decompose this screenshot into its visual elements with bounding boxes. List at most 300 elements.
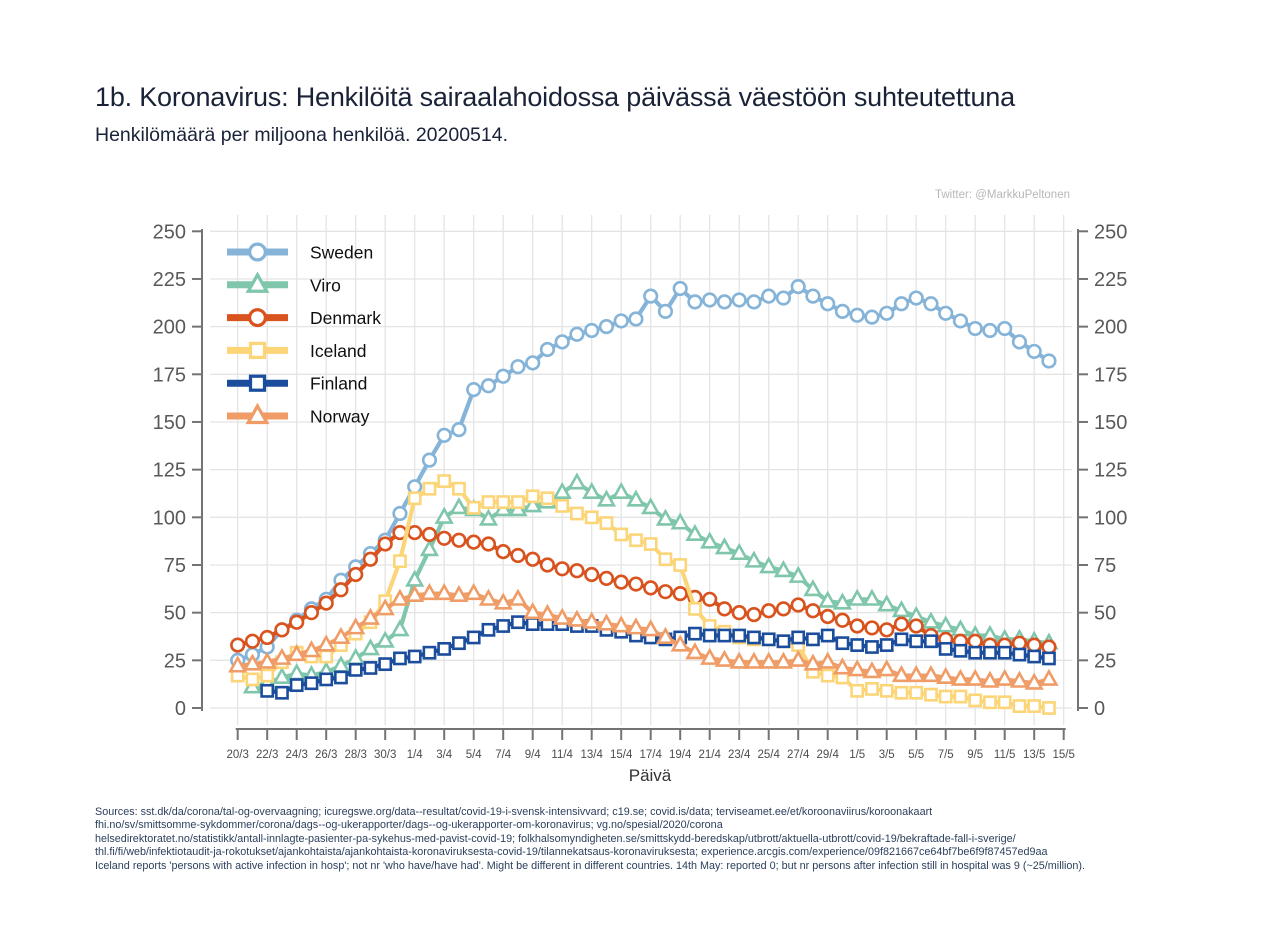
square-marker	[1043, 702, 1054, 713]
triangle-marker	[629, 492, 644, 505]
circle-marker	[644, 582, 657, 595]
circle-marker	[910, 292, 923, 305]
y-tick-label: 75	[163, 554, 186, 577]
square-marker	[557, 500, 568, 511]
circle-marker	[408, 481, 421, 494]
circle-marker	[438, 532, 451, 545]
circle-marker	[630, 578, 643, 591]
circle-marker	[467, 383, 480, 396]
x-tick-label: 5/5	[908, 749, 925, 761]
circle-marker	[585, 568, 598, 581]
circle-marker	[615, 576, 628, 589]
square-marker	[852, 685, 863, 696]
circle-marker	[718, 603, 731, 616]
legend-item-norway	[227, 406, 370, 427]
square-marker	[468, 632, 479, 643]
square-marker	[881, 639, 892, 650]
square-marker	[453, 483, 464, 494]
square-marker	[763, 634, 774, 645]
triangle-marker	[260, 654, 275, 667]
square-marker	[719, 630, 730, 641]
square-marker	[940, 691, 951, 702]
circle-marker	[807, 604, 820, 617]
circle-marker	[276, 624, 289, 637]
source-line: thl.fi/fi/web/infektiotaudit-ja-rokotukset/ajankohtaista/ajankohtaista-koronaviruksesta-covid-19/tilannekatsaus-koronaviruksesta; experience.arcgis.com/experience/09f821667ce64bf7be6f9f87457ed9aa	[95, 846, 1048, 859]
triangle-marker	[997, 671, 1012, 684]
square-marker	[645, 538, 656, 549]
triangle-marker	[540, 607, 555, 620]
legend-label: Viro	[310, 275, 341, 296]
circle-marker	[777, 292, 790, 305]
circle-marker	[453, 534, 466, 547]
triangle-marker	[584, 614, 599, 627]
triangle-marker	[747, 553, 762, 566]
x-tick-label: 15/5	[1052, 749, 1075, 761]
circle-marker	[250, 244, 266, 260]
triangle-marker	[938, 669, 953, 682]
square-marker	[866, 641, 877, 652]
triangle-marker	[1027, 675, 1042, 688]
square-marker	[999, 697, 1010, 708]
circle-marker	[703, 294, 716, 307]
legend-label: Norway	[310, 406, 370, 427]
square-marker	[424, 647, 435, 658]
square-marker	[970, 695, 981, 706]
square-marker	[276, 687, 287, 698]
y-tick-label: 250	[1094, 221, 1128, 244]
triangle-marker	[570, 612, 585, 625]
circle-marker	[925, 297, 938, 310]
circle-marker	[748, 608, 761, 621]
square-marker	[409, 651, 420, 662]
circle-marker	[674, 587, 687, 600]
circle-marker	[880, 307, 893, 320]
triangle-marker	[894, 668, 909, 681]
square-marker	[394, 653, 405, 664]
triangle-marker	[393, 622, 408, 635]
circle-marker	[482, 379, 495, 392]
circle-marker	[290, 616, 303, 629]
circle-marker	[349, 568, 362, 581]
circle-marker	[438, 429, 451, 442]
source-line: Iceland reports 'persons with active infection in hosp'; not nr 'who have/have had'. Might be different in different countries. 14th May: reported 0; but nr persons after infection still in hospital was 9 (~25/million).	[95, 859, 1086, 872]
square-marker	[262, 685, 273, 696]
circle-marker	[836, 614, 849, 627]
y-tick-label: 150	[152, 411, 186, 434]
triangle-marker	[304, 643, 319, 656]
triangle-marker	[732, 546, 747, 559]
circle-marker	[895, 618, 908, 631]
x-tick-label: 5/4	[465, 749, 482, 761]
circle-marker	[261, 631, 274, 644]
legend-label: Finland	[310, 373, 368, 394]
x-tick-label: 15/4	[610, 749, 633, 761]
square-marker	[940, 643, 951, 654]
triangle-marker	[968, 671, 983, 684]
square-marker	[778, 636, 789, 647]
square-marker	[321, 651, 332, 662]
square-marker	[247, 674, 258, 685]
circle-marker	[250, 310, 266, 326]
triangle-marker	[584, 485, 599, 498]
circle-marker	[526, 357, 539, 370]
y-tick-label: 50	[163, 602, 186, 625]
triangle-marker	[289, 666, 304, 679]
circle-marker	[526, 553, 539, 566]
square-marker	[424, 483, 435, 494]
triangle-marker	[422, 542, 437, 555]
circle-marker	[512, 360, 525, 373]
square-marker	[601, 517, 612, 528]
circle-marker	[556, 563, 569, 576]
x-tick-label: 1/4	[406, 749, 423, 761]
x-tick-label: 11/4	[551, 749, 573, 761]
square-marker	[984, 647, 995, 658]
x-tick-label: 13/4	[580, 749, 603, 761]
circle-marker	[571, 564, 584, 577]
x-tick-label: 19/4	[669, 749, 692, 761]
triangle-marker	[437, 509, 452, 522]
triangle-marker	[938, 618, 953, 631]
twitter-credit: Twitter: @MarkkuPeltonen	[934, 189, 1070, 201]
y-tick-label: 25	[163, 650, 186, 673]
square-marker	[542, 493, 553, 504]
x-tick-label: 27/4	[787, 749, 810, 761]
circle-marker	[1043, 355, 1056, 368]
triangle-marker	[452, 500, 467, 513]
circle-marker	[777, 603, 790, 616]
circle-marker	[1013, 336, 1026, 349]
page-subtitle: Henkilömäärä per miljoona henkilöä. 20200514.	[95, 124, 509, 146]
square-marker	[704, 630, 715, 641]
circle-marker	[541, 559, 554, 572]
legend-label: Denmark	[310, 308, 381, 329]
triangle-marker	[629, 620, 644, 633]
circle-marker	[600, 572, 613, 585]
square-marker	[660, 554, 671, 565]
circle-marker	[364, 553, 377, 566]
x-tick-label: 23/4	[728, 749, 751, 761]
circle-marker	[748, 296, 761, 309]
x-tick-label: 29/4	[816, 749, 839, 761]
circle-marker	[718, 296, 731, 309]
circle-marker	[762, 290, 775, 303]
square-marker	[291, 680, 302, 691]
square-marker	[822, 630, 833, 641]
circle-marker	[821, 297, 834, 310]
triangle-marker	[732, 654, 747, 667]
x-tick-label: 3/4	[436, 749, 453, 761]
y-tick-label: 75	[1094, 554, 1117, 577]
y-axis-left	[153, 221, 202, 720]
x-tick-label: 3/5	[878, 749, 895, 761]
circle-marker	[482, 538, 495, 551]
legend-label: Sweden	[310, 242, 374, 263]
circle-marker	[880, 624, 893, 637]
circle-marker	[423, 454, 436, 467]
x-axis-title: Päivä	[628, 766, 672, 785]
x-tick-label: 7/5	[937, 749, 954, 761]
x-tick-label: 20/3	[226, 749, 249, 761]
square-marker	[807, 634, 818, 645]
triangle-marker	[348, 650, 363, 663]
triangle-marker	[248, 275, 267, 292]
square-marker	[251, 343, 265, 357]
circle-marker	[659, 585, 672, 598]
triangle-marker	[437, 586, 452, 599]
triangle-marker	[481, 591, 496, 604]
triangle-marker	[894, 603, 909, 616]
triangle-marker	[865, 591, 880, 604]
square-marker	[689, 628, 700, 639]
page-title: 1b. Koronavirus: Henkilöitä sairaalahoidossa päivässä väestöön suhteutettuna	[95, 82, 1015, 112]
y-tick-label: 200	[152, 316, 186, 339]
triangle-marker	[614, 618, 629, 631]
legend-label: Iceland	[310, 340, 367, 361]
triangle-marker	[850, 662, 865, 675]
circle-marker	[733, 606, 746, 619]
circle-marker	[600, 320, 613, 333]
circle-marker	[1028, 345, 1041, 358]
y-tick-label: 100	[152, 507, 186, 530]
triangle-marker	[717, 652, 732, 665]
x-axis	[227, 729, 1075, 785]
square-marker	[483, 496, 494, 507]
triangle-marker	[570, 475, 585, 488]
y-tick-label: 100	[1094, 507, 1128, 530]
triangle-marker	[481, 511, 496, 524]
y-tick-label: 150	[1094, 411, 1128, 434]
triangle-marker	[334, 629, 349, 642]
circle-marker	[630, 313, 643, 326]
x-tick-label: 28/3	[344, 749, 367, 761]
triangle-marker	[953, 671, 968, 684]
y-tick-label: 200	[1094, 316, 1128, 339]
circle-marker	[497, 370, 510, 383]
triangle-marker	[614, 485, 629, 498]
square-marker	[1029, 700, 1040, 711]
triangle-marker	[422, 586, 437, 599]
square-marker	[955, 645, 966, 656]
triangle-marker	[452, 587, 467, 600]
triangle-marker	[761, 654, 776, 667]
square-marker	[409, 493, 420, 504]
circle-marker	[394, 507, 407, 520]
square-marker	[852, 639, 863, 650]
circle-marker	[703, 593, 716, 606]
circle-marker	[836, 305, 849, 318]
circle-marker	[556, 336, 569, 349]
circle-marker	[733, 294, 746, 307]
triangle-marker	[658, 629, 673, 642]
triangle-marker	[791, 568, 806, 581]
y-axis-right	[1078, 221, 1127, 720]
y-tick-label: 0	[174, 698, 186, 720]
y-tick-label: 125	[152, 459, 186, 482]
square-marker	[911, 687, 922, 698]
x-tick-label: 1/5	[849, 749, 866, 761]
square-marker	[512, 617, 523, 628]
triangle-marker	[466, 586, 481, 599]
square-marker	[793, 632, 804, 643]
circle-marker	[453, 423, 466, 436]
square-marker	[394, 556, 405, 567]
circle-marker	[541, 343, 554, 356]
triangle-marker	[599, 492, 614, 505]
square-marker	[925, 636, 936, 647]
triangle-marker	[688, 645, 703, 658]
circle-marker	[1013, 637, 1026, 650]
square-marker	[439, 643, 450, 654]
x-tick-label: 11/5	[993, 749, 1016, 761]
square-marker	[630, 535, 641, 546]
y-tick-label: 225	[152, 268, 186, 291]
circle-marker	[512, 549, 525, 562]
square-marker	[616, 529, 627, 540]
x-tick-label: 7/4	[495, 749, 512, 761]
triangle-marker	[761, 559, 776, 572]
circle-marker	[689, 296, 702, 309]
square-marker	[896, 634, 907, 645]
square-marker	[881, 685, 892, 696]
circle-marker	[969, 635, 982, 648]
circle-marker	[379, 538, 392, 551]
source-line: helsedirektoratet.no/statistikk/antall-innlagte-pasienter-pa-sykehus-med-pavist-covid-19; folkhalsomyndigheten.se/smittskydd-beredskap/utbrott/aktuella-utbrott/covid-19/bekraftade-fall-i-sverige/	[95, 832, 1016, 845]
triangle-marker	[393, 591, 408, 604]
triangle-marker	[248, 406, 267, 423]
triangle-marker	[747, 654, 762, 667]
triangle-marker	[953, 622, 968, 635]
square-marker	[866, 683, 877, 694]
x-tick-label: 30/3	[374, 749, 397, 761]
y-tick-label: 50	[1094, 602, 1117, 625]
y-tick-label: 250	[152, 221, 186, 244]
circle-marker	[408, 526, 421, 539]
triangle-marker	[1012, 673, 1027, 686]
square-marker	[350, 664, 361, 675]
circle-marker	[851, 620, 864, 633]
circle-marker	[320, 597, 333, 610]
circle-marker	[984, 324, 997, 337]
square-marker	[527, 491, 538, 502]
square-marker	[925, 689, 936, 700]
square-marker	[1014, 700, 1025, 711]
triangle-marker	[924, 668, 939, 681]
triangle-marker	[511, 591, 526, 604]
x-tick-label: 17/4	[639, 749, 662, 761]
x-tick-label: 25/4	[757, 749, 780, 761]
circle-marker	[644, 290, 657, 303]
source-line: Sources: sst.dk/da/corona/tal-og-overvaagning; icuregswe.org/data--resultat/covid-19-i-svensk-intensivvard; c19.se; covid.is/data; terviseamet.ee/et/koroonaviirus/koroonakaart	[95, 806, 933, 818]
triangle-marker	[643, 500, 658, 513]
square-marker	[822, 670, 833, 681]
triangle-marker	[879, 597, 894, 610]
circle-marker	[762, 604, 775, 617]
circle-marker	[615, 315, 628, 328]
square-marker	[1029, 651, 1040, 662]
circle-marker	[1043, 641, 1056, 654]
square-marker	[365, 662, 376, 673]
x-tick-label: 21/4	[698, 749, 721, 761]
square-marker	[380, 659, 391, 670]
circle-marker	[1028, 639, 1041, 652]
circle-marker	[895, 297, 908, 310]
circle-marker	[910, 620, 923, 633]
square-marker	[321, 674, 332, 685]
triangle-marker	[924, 614, 939, 627]
square-marker	[498, 496, 509, 507]
circle-marker	[821, 610, 834, 623]
square-marker	[675, 559, 686, 570]
triangle-marker	[820, 654, 835, 667]
circle-marker	[792, 280, 805, 293]
circle-marker	[998, 322, 1011, 335]
source-line: fhi.no/sv/smittsomme-sykdommer/corona/dags--og-ukerapporter/dags--og-ukerapporter-om-koronavirus; vg.no/spesial/2020/corona	[95, 819, 723, 832]
x-tick-label: 9/5	[967, 749, 984, 761]
circle-marker	[571, 328, 584, 341]
circle-marker	[866, 311, 879, 324]
sources-footnote	[95, 806, 1240, 873]
square-marker	[251, 376, 265, 390]
y-tick-label: 175	[1094, 364, 1128, 387]
series-finland	[262, 617, 1055, 699]
triangle-marker	[363, 641, 378, 654]
square-marker	[586, 512, 597, 523]
square-marker	[896, 687, 907, 698]
square-marker	[306, 678, 317, 689]
y-tick-label: 125	[1094, 459, 1128, 482]
legend-item-denmark	[227, 308, 381, 328]
square-marker	[483, 624, 494, 635]
triangle-marker	[643, 622, 658, 635]
triangle-marker	[879, 662, 894, 675]
square-marker	[984, 697, 995, 708]
triangle-marker	[599, 616, 614, 629]
circle-marker	[467, 536, 480, 549]
circle-marker	[335, 583, 348, 596]
square-marker	[748, 632, 759, 643]
square-marker	[734, 630, 745, 641]
triangle-marker	[496, 595, 511, 608]
square-marker	[453, 638, 464, 649]
square-marker	[1043, 653, 1054, 664]
series-sweden	[231, 280, 1055, 666]
triangle-marker	[407, 587, 422, 600]
triangle-marker	[835, 595, 850, 608]
circle-marker	[246, 635, 259, 648]
triangle-marker	[850, 591, 865, 604]
circle-marker	[807, 290, 820, 303]
square-marker	[970, 647, 981, 658]
circle-marker	[792, 599, 805, 612]
x-tick-label: 24/3	[285, 749, 308, 761]
square-marker	[571, 508, 582, 519]
triangle-marker	[717, 540, 732, 553]
triangle-marker	[1042, 671, 1057, 684]
square-marker	[527, 619, 538, 630]
triangle-marker	[835, 660, 850, 673]
square-marker	[512, 496, 523, 507]
square-marker	[468, 502, 479, 513]
square-marker	[999, 647, 1010, 658]
square-marker	[335, 672, 346, 683]
y-tick-label: 175	[152, 364, 186, 387]
legend	[227, 243, 381, 427]
circle-marker	[585, 324, 598, 337]
y-tick-label: 225	[1094, 268, 1128, 291]
circle-marker	[851, 309, 864, 322]
x-tick-label: 9/4	[524, 749, 541, 761]
